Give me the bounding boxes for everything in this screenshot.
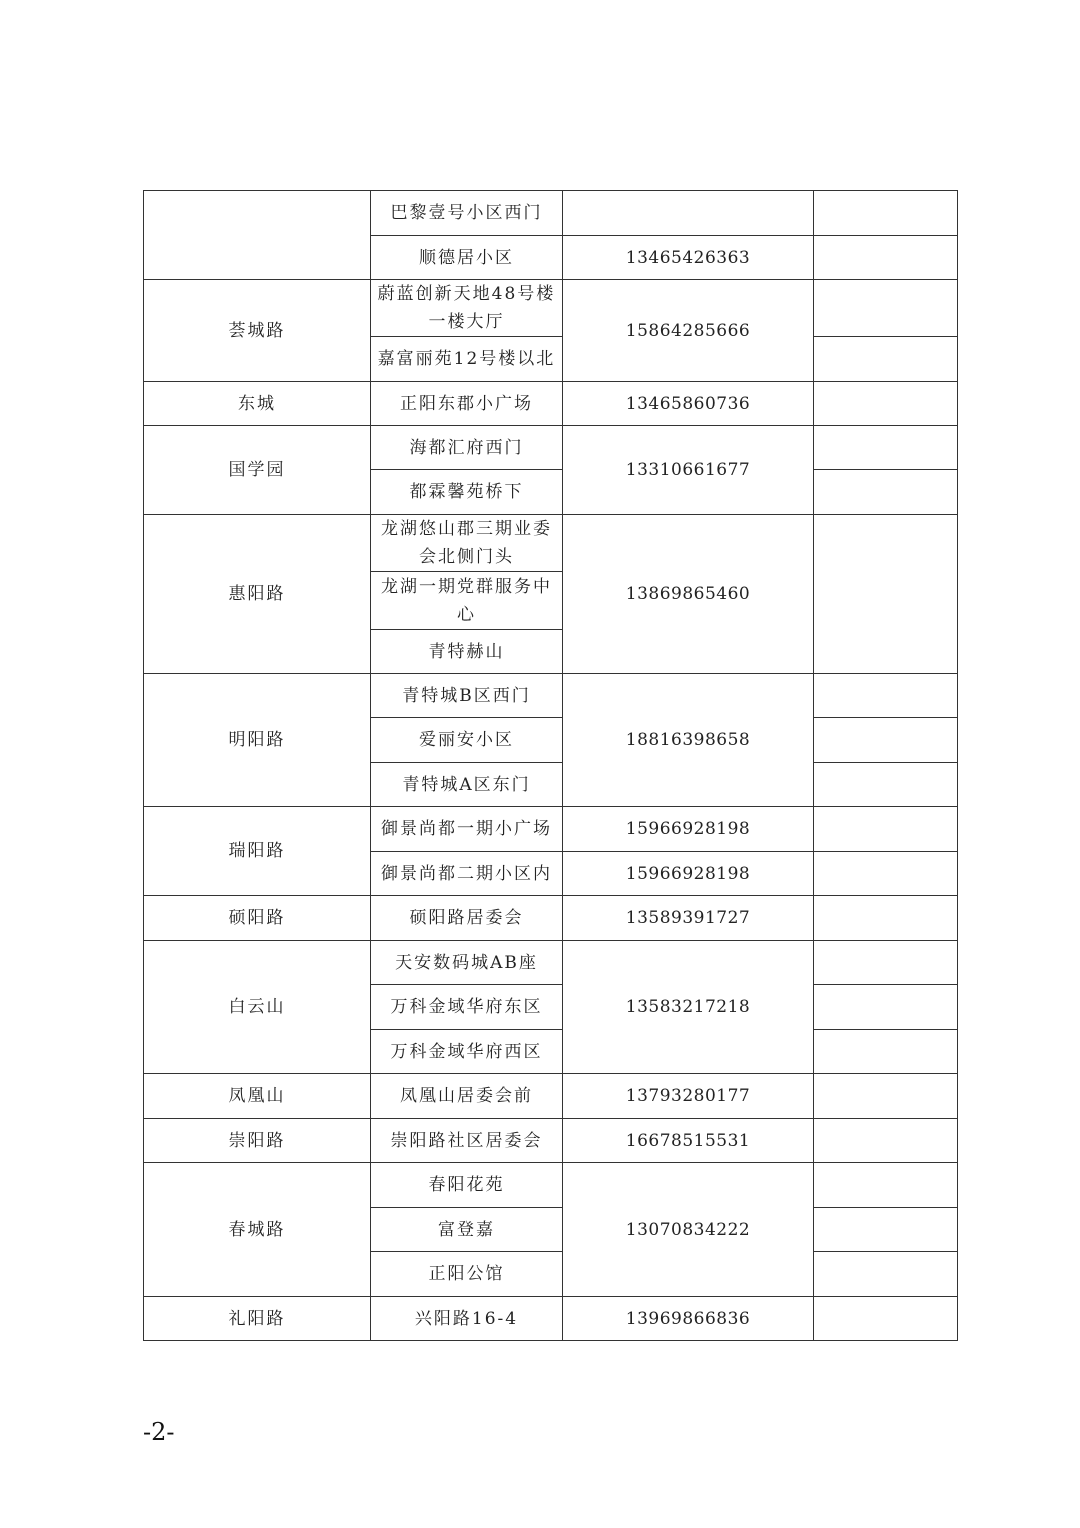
table-row [144, 515, 958, 572]
location-cell: 兴阳路16-4 [371, 1297, 563, 1341]
phone-cell: 13969866836 [563, 1297, 814, 1341]
phone-cell: 13465426363 [563, 236, 814, 280]
phone-cell: 16678515531 [563, 1119, 814, 1163]
district-cell: 明阳路 [144, 674, 371, 807]
note-cell [814, 337, 958, 382]
table-row [144, 674, 958, 718]
note-cell [814, 426, 958, 470]
location-cell: 正阳东郡小广场 [371, 382, 563, 426]
note-cell [814, 1074, 958, 1119]
note-cell [814, 1208, 958, 1252]
phone-cell: 13310661677 [563, 426, 814, 515]
note-cell [814, 1297, 958, 1341]
location-cell: 天安数码城AB座 [371, 941, 563, 985]
location-cell: 嘉富丽苑12号楼以北 [371, 337, 563, 382]
table-row [144, 1297, 958, 1341]
location-cell: 万科金域华府西区 [371, 1030, 563, 1074]
district-cell: 崇阳路 [144, 1119, 371, 1163]
table-row [144, 896, 958, 941]
table-row [144, 807, 958, 852]
phone-cell: 15966928198 [563, 852, 814, 896]
location-cell: 青特城B区西门 [371, 674, 563, 718]
note-cell [814, 896, 958, 941]
district-cell: 惠阳路 [144, 515, 371, 674]
table-row [144, 1074, 958, 1119]
district-cell: 礼阳路 [144, 1297, 371, 1341]
note-cell [814, 191, 958, 236]
note-cell [814, 941, 958, 985]
table-row [144, 941, 958, 985]
phone-cell: 15966928198 [563, 807, 814, 852]
location-cell: 龙湖一期党群服务中心 [371, 572, 563, 630]
location-cell: 海都汇府西门 [371, 426, 563, 470]
location-cell: 顺德居小区 [371, 236, 563, 280]
table-row [144, 1163, 958, 1208]
location-cell: 御景尚都一期小广场 [371, 807, 563, 852]
district-cell: 荟城路 [144, 280, 371, 382]
location-cell: 都霖馨苑桥下 [371, 470, 563, 515]
note-cell [814, 674, 958, 718]
phone-cell: 13583217218 [563, 941, 814, 1074]
note-cell [814, 852, 958, 896]
phone-cell: 13869865460 [563, 515, 814, 674]
note-cell [814, 807, 958, 852]
phone-cell: 18816398658 [563, 674, 814, 807]
phone-cell [563, 191, 814, 236]
note-cell [814, 1252, 958, 1297]
distribution-table [143, 190, 958, 1341]
location-cell: 青特城A区东门 [371, 763, 563, 807]
location-cell: 硕阳路居委会 [371, 896, 563, 941]
location-cell: 富登嘉 [371, 1208, 563, 1252]
location-cell: 青特赫山 [371, 630, 563, 674]
district-cell [144, 191, 371, 280]
location-cell: 蔚蓝创新天地48号楼一楼大厅 [371, 280, 563, 337]
table-row [144, 426, 958, 470]
table-row [144, 382, 958, 426]
location-cell: 崇阳路社区居委会 [371, 1119, 563, 1163]
phone-cell: 15864285666 [563, 280, 814, 382]
table-row [144, 1119, 958, 1163]
note-cell [814, 515, 958, 674]
location-cell: 春阳花苑 [371, 1163, 563, 1208]
note-cell [814, 470, 958, 515]
note-cell [814, 280, 958, 337]
location-cell: 万科金域华府东区 [371, 985, 563, 1030]
location-cell: 龙湖悠山郡三期业委会北侧门头 [371, 515, 563, 572]
district-cell: 国学园 [144, 426, 371, 515]
note-cell [814, 1119, 958, 1163]
note-cell [814, 236, 958, 280]
location-cell: 爱丽安小区 [371, 718, 563, 763]
page-number: -2- [143, 1418, 175, 1446]
district-cell: 硕阳路 [144, 896, 371, 941]
district-cell: 白云山 [144, 941, 371, 1074]
phone-cell: 13465860736 [563, 382, 814, 426]
note-cell [814, 763, 958, 807]
note-cell [814, 718, 958, 763]
district-cell: 东城 [144, 382, 371, 426]
location-cell: 御景尚都二期小区内 [371, 852, 563, 896]
district-cell: 瑞阳路 [144, 807, 371, 896]
district-cell: 凤凰山 [144, 1074, 371, 1119]
note-cell [814, 382, 958, 426]
location-cell: 巴黎壹号小区西门 [371, 191, 563, 236]
table-row [144, 191, 958, 236]
note-cell [814, 985, 958, 1030]
location-cell: 正阳公馆 [371, 1252, 563, 1297]
note-cell [814, 1030, 958, 1074]
location-cell: 凤凰山居委会前 [371, 1074, 563, 1119]
district-cell: 春城路 [144, 1163, 371, 1297]
phone-cell: 13793280177 [563, 1074, 814, 1119]
phone-cell: 13589391727 [563, 896, 814, 941]
phone-cell: 13070834222 [563, 1163, 814, 1297]
table-row [144, 280, 958, 337]
note-cell [814, 1163, 958, 1208]
